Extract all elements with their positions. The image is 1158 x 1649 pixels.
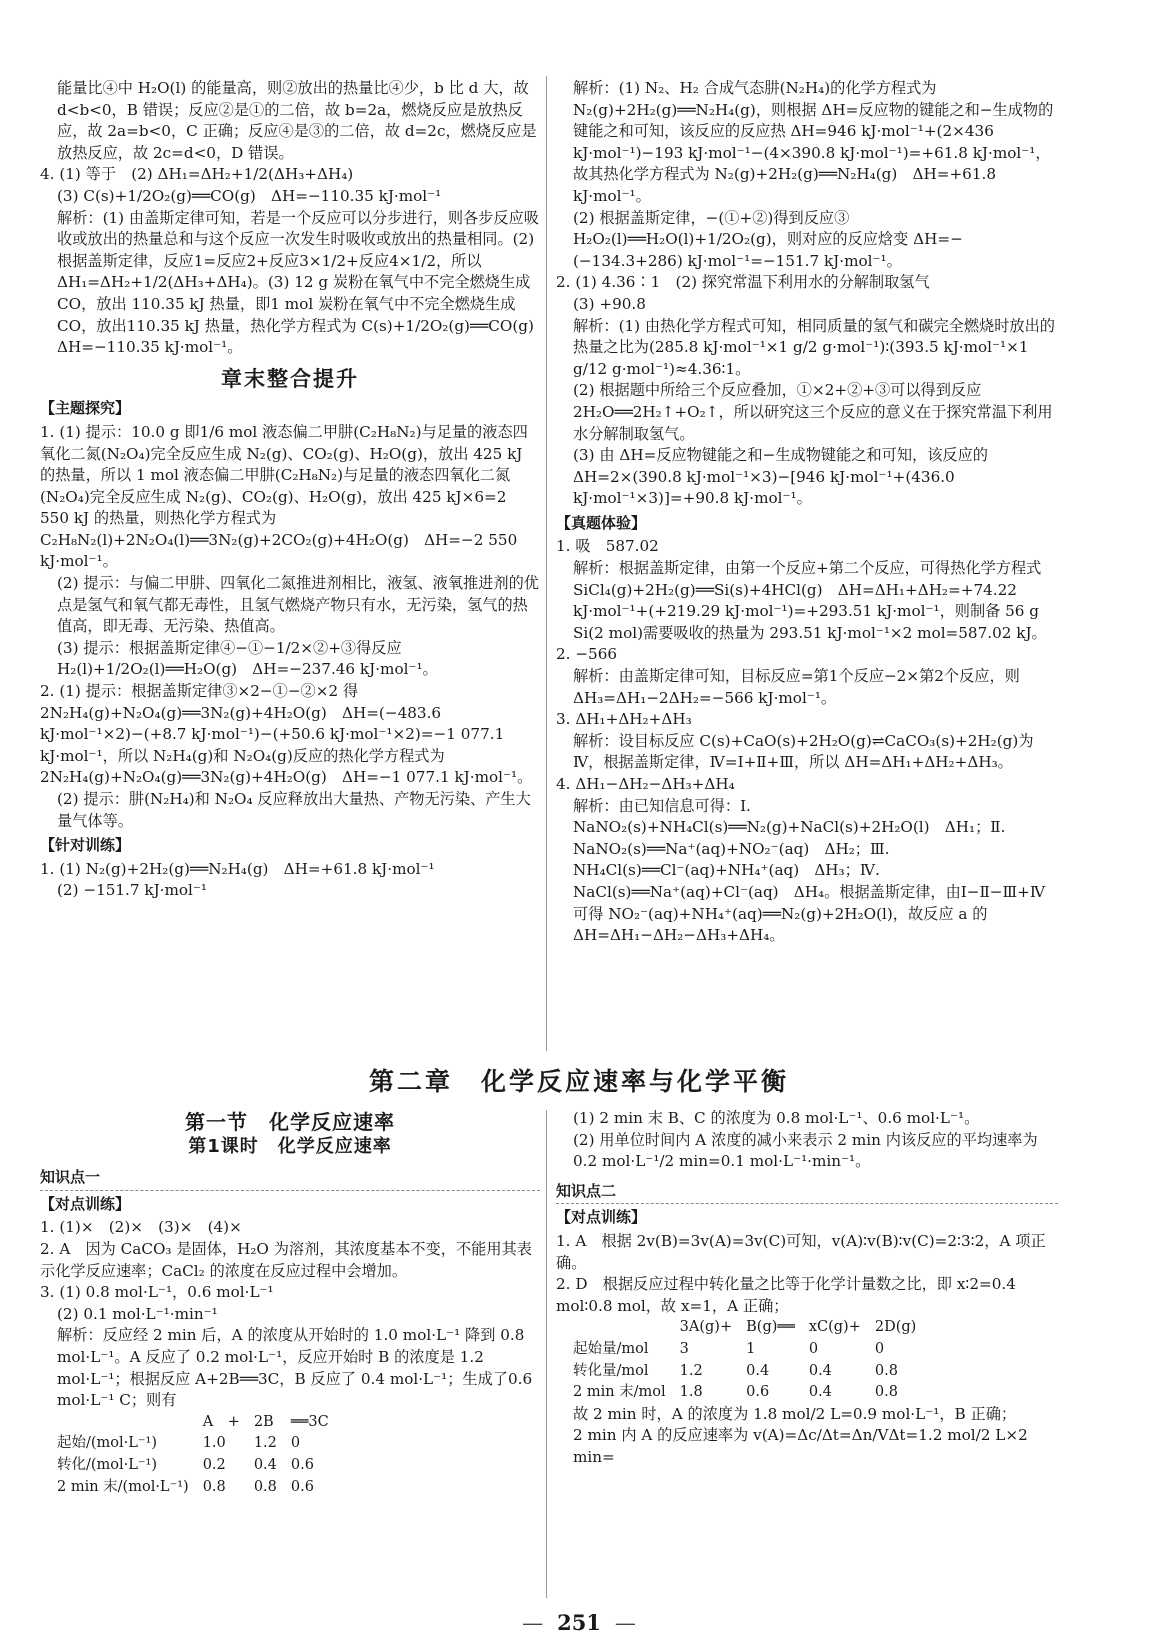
page-number xyxy=(0,1610,1158,1635)
table-cell: 0.8 xyxy=(874,1384,898,1401)
table-cell: 0.6 xyxy=(290,1456,314,1473)
answer-line: 4. ΔH₁−ΔH₂−ΔH₃+ΔH₄ xyxy=(556,775,735,793)
table-cell: A + xyxy=(202,1413,240,1430)
analysis-paragraph: 解析：(1) 由热化学方程式可知，相同质量的氢气和碳完全燃烧时放出的热量之比为(285.8 kJ·mol⁻¹×1 g/2 g·mol⁻¹)∶(393.5 kJ·mol⁻¹×1 g/12 g·mol⁻¹)≈4.36∶1。 xyxy=(573,316,1055,378)
table-cell xyxy=(573,1317,680,1339)
answer-line: 2. (1) 4.36∶1 (2) 探究常温下利用水的分解制取氢气 xyxy=(556,273,930,292)
table-header-row xyxy=(573,1317,930,1339)
lesson-section-title: 第一节 化学反应速率 xyxy=(185,1110,395,1134)
analysis-paragraph: 解析：(1) 由盖斯定律可知，若是一个反应可以分步进行，则各步反应吸收或放出的热量总和与这个反应一次发生时吸收或放出的热量相同。(2) 根据盖斯定律，反应1=反应2+反应3×1/2+反应4×1/2，所以 ΔH₁=ΔH₂+1/2(ΔH₃+ΔH₄)。(3) 12 g 炭粉在氧气中不完全燃烧生成 CO，放出 110.35 kJ 热量，即1 mol 炭粉在氧气中不完全燃烧生成 CO，放出110.35 kJ 热量，热化学方程式为 C(s)+1/2O₂(g)══CO(g) ΔH=−110.35 kJ·mol⁻¹。 xyxy=(57,208,550,357)
table-cell: 起始量/mol xyxy=(573,1340,649,1357)
answer-line: 2. D 根据反应过程中转化量之比等于化学计量数之比，即 x∶2=0.4 mol∶0.8 mol，故 x=1，A 正确； xyxy=(556,1275,1016,1315)
practice-label: 【对点训练】 xyxy=(40,1194,131,1213)
table-cell: 0.6 xyxy=(290,1478,314,1495)
analysis-paragraph: 解析：由已知信息可得：Ⅰ. NaNO₂(s)+NH₄Cl(s)══N₂(g)+NaCl(s)+2H₂O(l) ΔH₁；Ⅱ. NaNO₂(s)══Na⁺(aq)+NO₂⁻(aq) ΔH₂；Ⅲ. NH₄Cl(s)══Cl⁻(aq)+NH₄⁺(aq) ΔH₃；Ⅳ. NaCl(s)══Na⁺(aq)+Cl⁻(aq) ΔH₄。根据盖斯定律，由Ⅰ−Ⅱ−Ⅲ+Ⅳ可得 NO₂⁻(aq)+NH₄⁺(aq)══N₂(g)+2H₂O(l)，故反应 a 的 ΔH=ΔH₁−ΔH₂−ΔH₃+ΔH₄。 xyxy=(573,796,1046,945)
answer-line: 1. (1) N₂(g)+2H₂(g)══N₂H₄(g) ΔH=+61.8 kJ·mol⁻¹ xyxy=(40,859,435,878)
analysis-paragraph: 解析：由盖斯定律可知，目标反应=第1个反应−2×第2个反应，则 ΔH₃=ΔH₁−2ΔH₂=−566 kJ·mol⁻¹。 xyxy=(573,667,1020,707)
table-cell: xC(g)+ xyxy=(808,1319,861,1336)
answer-line: (3) +90.8 xyxy=(573,294,646,313)
answer-line: 4. (1) 等于 (2) ΔH₁=ΔH₂+1/2(ΔH₃+ΔH₄) xyxy=(40,165,354,184)
table-cell: ══3C xyxy=(290,1413,329,1430)
answer-line: 1. A 根据 2v(B)=3v(A)=3v(C)可知，v(A)∶v(B)∶v(C)=2∶3∶2，A 项正确。 xyxy=(556,1231,1046,1272)
knowledge-point-label: 知识点二 xyxy=(556,1181,1058,1205)
paragraph: (2) 用单位时间内 A 浓度的减小来表示 2 min 内该反应的平均速率为 0.2 mol·L⁻¹/2 min=0.1 mol·L⁻¹·min⁻¹。 xyxy=(573,1130,1038,1171)
answer-line: 3. ΔH₁+ΔH₂+ΔH₃ xyxy=(556,710,692,729)
lesson-title: 第1课时 化学反应速率 xyxy=(188,1135,392,1157)
analysis-paragraph: 解析：设目标反应 C(s)+CaO(s)+2H₂O(g)⇌CaCO₃(s)+2H₂(g)为Ⅳ，根据盖斯定律，Ⅳ=Ⅰ+Ⅱ+Ⅲ，所以 ΔH=ΔH₁+ΔH₂+ΔH₃。 xyxy=(573,731,1034,772)
real-exam-label: 【真题体验】 xyxy=(556,513,647,532)
table-cell: 起始/(mol·L⁻¹) xyxy=(57,1435,158,1452)
table-row xyxy=(573,1382,930,1404)
paragraph: (2) 根据盖斯定律，−(①+②)得到反应③ H₂O₂(l)══H₂O(l)+1/2O₂(g)，则对应的反应焓变 ΔH=−(−134.3+286) kJ·mol⁻¹=−151.7 kJ·mol⁻¹。 xyxy=(573,208,963,270)
practice-label: 【针对训练】 xyxy=(40,836,131,855)
table-cell: 0.8 xyxy=(874,1362,898,1379)
answer-line: (2) 0.1 mol·L⁻¹·min⁻¹ xyxy=(57,1304,218,1323)
table-cell: 1.2 xyxy=(253,1435,277,1452)
table-cell: 2 min 末/(mol·L⁻¹) xyxy=(57,1478,189,1495)
theme-label: 【主题探究】 xyxy=(40,399,131,418)
answer-line: 2. A 因为 CaCO₃ 是固体，H₂O 为溶剂，其浓度基本不变，不能用其表示化学反应速率；CaCl₂ 的浓度在反应过程中会增加。 xyxy=(40,1239,532,1280)
paragraph: (2) 提示：肼(N₂H₄)和 N₂O₄ 反应释放出大量热、产物无污染、产生大量气体等。 xyxy=(57,790,531,830)
analysis-paragraph: 解析：根据盖斯定律，由第一个反应+第二个反应，可得热化学方程式 SiCl₄(g)+2H₂(g)══Si(s)+4HCl(g) ΔH=ΔH₁+ΔH₂=+74.22 kJ·mol⁻¹+(+219.29 kJ·mol⁻¹)=+293.51 kJ·mol⁻¹，则制备 56 g Si(2 mol)需要吸收的热量为 293.51 kJ·mol⁻¹×2 mol=587.02 kJ。 xyxy=(573,559,1047,642)
table-cell: 1.2 xyxy=(679,1362,703,1379)
table-cell: 0.8 xyxy=(202,1478,226,1495)
table-cell: 1.0 xyxy=(202,1435,226,1452)
analysis-paragraph: 解析：反应经 2 min 后，A 的浓度从开始时的 1.0 mol·L⁻¹ 降到 0.8 mol·L⁻¹。A 反应了 0.2 mol·L⁻¹，反应开始时 B 的浓度是 1.2 mol·L⁻¹；根据反应 A+2B══3C，B 反应了 0.4 mol·L⁻¹；生成了0.6 mol·L⁻¹ C；则有 xyxy=(57,1326,533,1410)
table-cell: 0.8 xyxy=(253,1478,277,1495)
table-cell: 3 xyxy=(679,1340,689,1357)
left-column-lower xyxy=(40,1108,540,1498)
knowledge-point-label: 知识点一 xyxy=(40,1167,540,1191)
right-column-upper xyxy=(556,78,1058,947)
table-cell: 0.4 xyxy=(808,1384,832,1401)
answer-line: 2. −566 xyxy=(556,645,618,664)
paragraph: 2 min 内 A 的反应速率为 v(A)=Δc/Δt=Δn/VΔt=1.2 mol/2 L×2 min= xyxy=(573,1426,1028,1466)
table-cell: 1 xyxy=(746,1340,756,1357)
table-cell: 1.8 xyxy=(679,1384,703,1401)
amount-table xyxy=(573,1317,930,1403)
table-header-row xyxy=(57,1412,343,1434)
page-number-dash: — xyxy=(522,1611,544,1635)
practice-label: 【对点训练】 xyxy=(556,1208,647,1227)
paragraph: 2. (1) 提示：根据盖斯定律③×2−①−②×2 得 2N₂H₄(g)+N₂O₄(g)══3N₂(g)+4H₂O(g) ΔH=(−483.6 kJ·mol⁻¹×2)−(+8.7 kJ·mol⁻¹)−(+50.6 kJ·mol⁻¹×2)=−1 077.1 kJ·mol⁻¹，所以 N₂H₄(g)和 N₂O₄(g)反应的热化学方程式为 2N₂H₄(g)+N₂O₄(g)══3N₂(g)+4H₂O(g) ΔH=−1 077.1 kJ·mol⁻¹。 xyxy=(40,682,533,787)
table-row xyxy=(57,1455,343,1477)
table-cell: 2B xyxy=(253,1413,274,1430)
table-cell: 3A(g)+ xyxy=(679,1319,733,1336)
analysis-paragraph: 解析：(1) N₂、H₂ 合成气态肼(N₂H₄)的化学方程式为 N₂(g)+2H₂(g)══N₂H₄(g)，则根据 ΔH=反应物的键能之和−生成物的键能之和可知，该反应的反应热 ΔH=946 kJ·mol⁻¹+(2×436 kJ·mol⁻¹)−193 kJ·mol⁻¹−(4×390.8 kJ·mol⁻¹)=+61.8 kJ·mol⁻¹，故其热化学方程式为 N₂(g)+2H₂(g)══N₂H₄(g) ΔH=+61.8 kJ·mol⁻¹。 xyxy=(573,79,1054,205)
table-row xyxy=(573,1339,930,1361)
table-cell: 0 xyxy=(874,1340,885,1357)
paragraph: (3) 由 ΔH=反应物键能之和−生成物键能之和可知，该反应的 ΔH=2×(390.8 kJ·mol⁻¹×3)−[946 kJ·mol⁻¹+(436.0 kJ·mol⁻¹×3)]=+90.8 kJ·mol⁻¹。 xyxy=(573,446,988,508)
answer-line: 1. (1)× (2)× (3)× (4)× xyxy=(40,1218,242,1237)
answer-line: (2) −151.7 kJ·mol⁻¹ xyxy=(57,881,207,900)
chapter-title: 第二章 化学反应速率与化学平衡 xyxy=(368,1067,789,1096)
table-cell: 转化量/mol xyxy=(573,1362,649,1379)
page-number-dash: — xyxy=(614,1611,636,1635)
concentration-table xyxy=(57,1412,343,1498)
table-row xyxy=(573,1361,930,1383)
table-cell: 0.2 xyxy=(202,1456,226,1473)
table-cell: 转化/(mol·L⁻¹) xyxy=(57,1456,158,1473)
column-divider-bottom xyxy=(546,1110,547,1598)
table-cell: 2 min 末/mol xyxy=(573,1384,666,1401)
page-number-value: 251 xyxy=(557,1610,601,1635)
left-column-upper xyxy=(40,78,550,902)
paragraph: (2) 提示：与偏二甲肼、四氧化二氮推进剂相比，液氢、液氧推进剂的优点是氢气和氧气都无毒性，且氢气燃烧产物只有水，无污染，氢气的热值高，即无毒、无污染、热值高。 xyxy=(57,574,539,636)
table-cell: 0.4 xyxy=(746,1362,770,1379)
table-cell xyxy=(57,1412,203,1434)
column-divider-top xyxy=(546,76,547,1051)
table-row xyxy=(57,1477,343,1499)
table-cell: 0 xyxy=(290,1435,301,1452)
paragraph: (2) 根据题中所给三个反应叠加，①×2+②+③可以得到反应 2H₂O══2H₂↑+O₂↑，所以研究这三个反应的意义在于探究常温下利用水分解制取氢气。 xyxy=(573,381,1053,443)
table-cell: 0.6 xyxy=(746,1384,770,1401)
paragraph: 故 2 min 时，A 的浓度为 1.8 mol/2 L=0.9 mol·L⁻¹，B 正确； xyxy=(573,1404,1017,1423)
table-cell: 0.4 xyxy=(253,1456,277,1473)
table-cell: 2D(g) xyxy=(874,1319,917,1336)
table-cell: 0 xyxy=(808,1340,819,1357)
answer-line: 1. 吸 587.02 xyxy=(556,537,659,556)
paragraph: 能量比④中 H₂O(l) 的能量高，则②放出的热量比④少，b 比 d 大，故 d<b<0，B 错误；反应②是①的二倍，故 b=2a，燃烧反应是放热反应，故 2a=b<0，C 正确；反应④是③的二倍，故 d=2c，燃烧反应是放热反应，故 2c=d<0，D 错误。 xyxy=(57,79,537,162)
paragraph: (3) 提示：根据盖斯定律④−①−1/2×②+③得反应 H₂(l)+1/2O₂(l)══H₂O(g) ΔH=−237.46 kJ·mol⁻¹。 xyxy=(57,638,438,679)
paragraph: (1) 2 min 末 B、C 的浓度为 0.8 mol·L⁻¹、0.6 mol·L⁻¹。 xyxy=(573,1109,980,1127)
answer-line: 3. (1) 0.8 mol·L⁻¹，0.6 mol·L⁻¹ xyxy=(40,1283,274,1302)
table-cell: B(g)══ xyxy=(746,1319,795,1336)
section-title: 章末整合提升 xyxy=(221,366,359,391)
paragraph: 1. (1) 提示：10.0 g 即1/6 mol 液态偏二甲肼(C₂H₈N₂)与足量的液态四氧化二氮(N₂O₄)完全反应生成 N₂(g)、CO₂(g)、H₂O(g)，放出 425 kJ 的热量，所以 1 mol 液态偏二甲肼(C₂H₈N₂)与足量的液态四氧化二氮(N₂O₄)完全反应生成 N₂(g)、CO₂(g)、H₂O(g)，放出 425 kJ×6=2 550 kJ 的热量，则热化学方程式为 C₂H₈N₂(l)+2N₂O₄(l)══3N₂(g)+2CO₂(g)+4H₂O(g) ΔH=−2 550 kJ·mol⁻¹。 xyxy=(40,422,528,571)
answer-line: (3) C(s)+1/2O₂(g)══CO(g) ΔH=−110.35 kJ·mol⁻¹ xyxy=(57,186,442,205)
table-row xyxy=(57,1433,343,1455)
right-column-lower xyxy=(556,1108,1058,1469)
table-cell: 0.4 xyxy=(808,1362,832,1379)
